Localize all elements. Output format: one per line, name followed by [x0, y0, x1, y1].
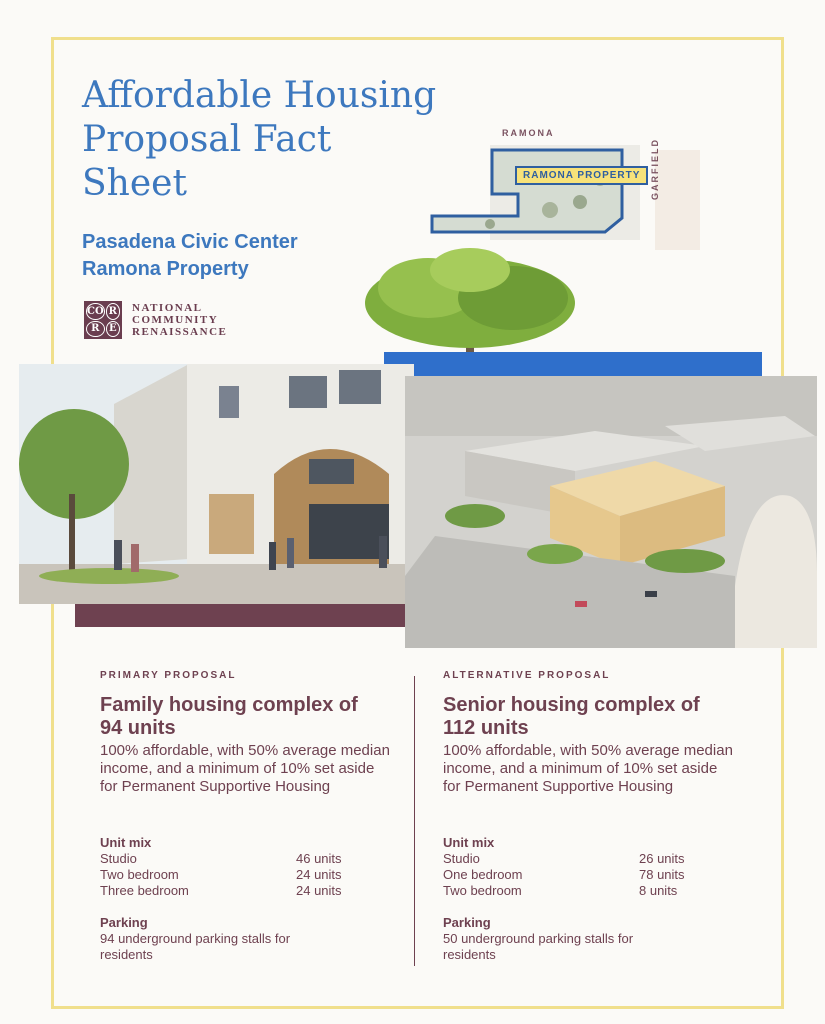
unit-count: 26 units	[639, 851, 685, 866]
alternative-proposal-label: ALTERNATIVE PROPOSAL	[443, 670, 611, 681]
unit-count: 24 units	[296, 883, 342, 898]
logo-text-line: RENAISSANCE	[132, 326, 228, 338]
page-title: Affordable Housing Proposal Fact Sheet	[82, 75, 437, 204]
property-label: RAMONA PROPERTY	[515, 166, 648, 185]
street-label-garfield: GARFIELD	[650, 138, 660, 200]
unit-type: Three bedroom	[100, 883, 189, 898]
unit-type: Studio	[443, 851, 480, 866]
logo-letter: CO	[86, 303, 105, 320]
unit-mix-title: Unit mix	[443, 835, 495, 850]
parking-title: Parking	[443, 915, 491, 930]
logo-text-line: COMMUNITY	[132, 314, 219, 326]
primary-proposal-label: PRIMARY PROPOSAL	[100, 670, 237, 681]
primary-proposal-heading: Family housing complex of 94 units	[100, 694, 358, 739]
parking-text: 50 underground parking stalls for residents	[443, 931, 634, 962]
core-logo-mark	[84, 301, 122, 339]
unit-type: Studio	[100, 851, 137, 866]
logo-letter: R	[106, 303, 120, 320]
alternative-proposal-heading: Senior housing complex of 112 units	[443, 694, 700, 739]
unit-mix-row	[443, 867, 685, 883]
unit-mix-title: Unit mix	[100, 835, 152, 850]
unit-type: Two bedroom	[100, 867, 179, 882]
unit-count: 8 units	[639, 883, 678, 898]
column-divider	[414, 676, 415, 966]
street-rendering-graphic	[19, 364, 414, 604]
aerial-rendering-graphic	[405, 376, 817, 648]
subtitle-line-1: Pasadena Civic Center	[82, 231, 298, 253]
logo-letter: R	[86, 321, 105, 338]
subtitle-line-2: Ramona Property	[82, 258, 249, 280]
unit-mix-row	[100, 851, 342, 867]
parking-title: Parking	[100, 915, 148, 930]
unit-type: Two bedroom	[443, 883, 522, 898]
unit-mix-row	[443, 851, 685, 867]
alternative-proposal-description: 100% affordable, with 50% average median income, and a minimum of 10% set aside for Permanent Supportive Housing	[443, 742, 733, 795]
primary-proposal-description: 100% affordable, with 50% average median income, and a minimum of 10% set aside for Permanent Supportive Housing	[100, 742, 390, 795]
aerial-rendering	[405, 376, 817, 648]
street-label-ramona: RAMONA	[502, 128, 555, 138]
logo-text-line: NATIONAL	[132, 302, 203, 314]
primary-parking	[100, 915, 320, 963]
primary-proposal	[100, 670, 390, 962]
unit-count: 46 units	[296, 851, 342, 866]
primary-unit-mix	[100, 835, 342, 899]
unit-mix-row	[100, 883, 342, 899]
logo-wordmark	[132, 302, 227, 338]
unit-count: 24 units	[296, 867, 342, 882]
street-level-rendering	[19, 364, 414, 604]
unit-mix-row	[443, 883, 685, 899]
logo-letter: E	[106, 321, 120, 338]
unit-mix-row	[100, 867, 342, 883]
alternative-proposal	[443, 670, 733, 962]
page-subtitle	[82, 229, 298, 283]
site-map	[430, 120, 700, 255]
alternative-parking	[443, 915, 663, 963]
unit-type: One bedroom	[443, 867, 523, 882]
alternative-unit-mix	[443, 835, 685, 899]
tree-illustration	[338, 248, 608, 363]
accent-bar-blue	[384, 352, 762, 378]
parking-text: 94 underground parking stalls for residents	[100, 931, 291, 962]
unit-count: 78 units	[639, 867, 685, 882]
